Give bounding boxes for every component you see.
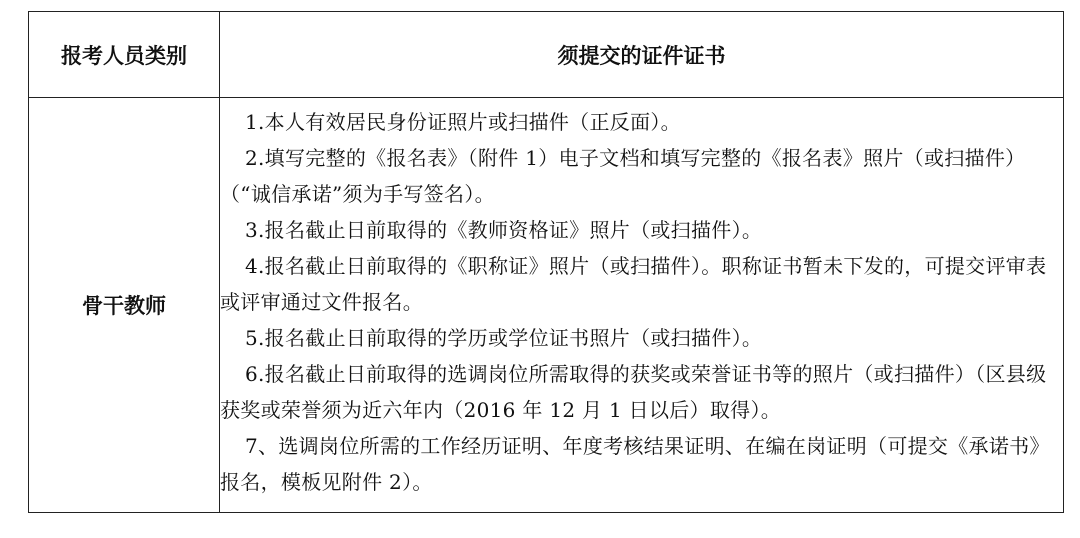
category-cell: 骨干教师 (29, 98, 220, 513)
documents-list (220, 104, 1063, 500)
document-item-3: 3.报名截止日前取得的《教师资格证》照片（或扫描件）。 (245, 218, 763, 242)
table-header-row (29, 12, 1064, 98)
document-item-4: 4.报名截止日前取得的《职称证》照片（或扫描件）。职称证书暂未下发的，可提交评审表或评审通过文件报名。 (220, 254, 1047, 314)
documents-cell (220, 98, 1064, 513)
document-item-7: 7、选调岗位所需的工作经历证明、年度考核结果证明、在编在岗证明（可提交《承诺书》报名，模板见附件 2）。 (220, 434, 1050, 494)
document-item-5: 5.报名截止日前取得的学历或学位证书照片（或扫描件）。 (245, 326, 763, 350)
header-category: 报考人员类别 (29, 12, 220, 98)
document-item-1: 1.本人有效居民身份证照片或扫描件（正反面）。 (245, 110, 681, 134)
table-row (29, 98, 1064, 513)
requirements-table (28, 11, 1064, 513)
document-item-2: 2.填写完整的《报名表》（附件 1）电子文档和填写完整的《报名表》照片（或扫描件）（“诚信承诺”须为手写签名）。 (220, 146, 1026, 206)
header-documents: 须提交的证件证书 (220, 12, 1064, 98)
document-item-6: 6.报名截止日前取得的选调岗位所需取得的获奖或荣誉证书等的照片（或扫描件）（区县级获奖或荣誉须为近六年内（2016 年 12 月 1 日以后）取得）。 (220, 362, 1047, 422)
